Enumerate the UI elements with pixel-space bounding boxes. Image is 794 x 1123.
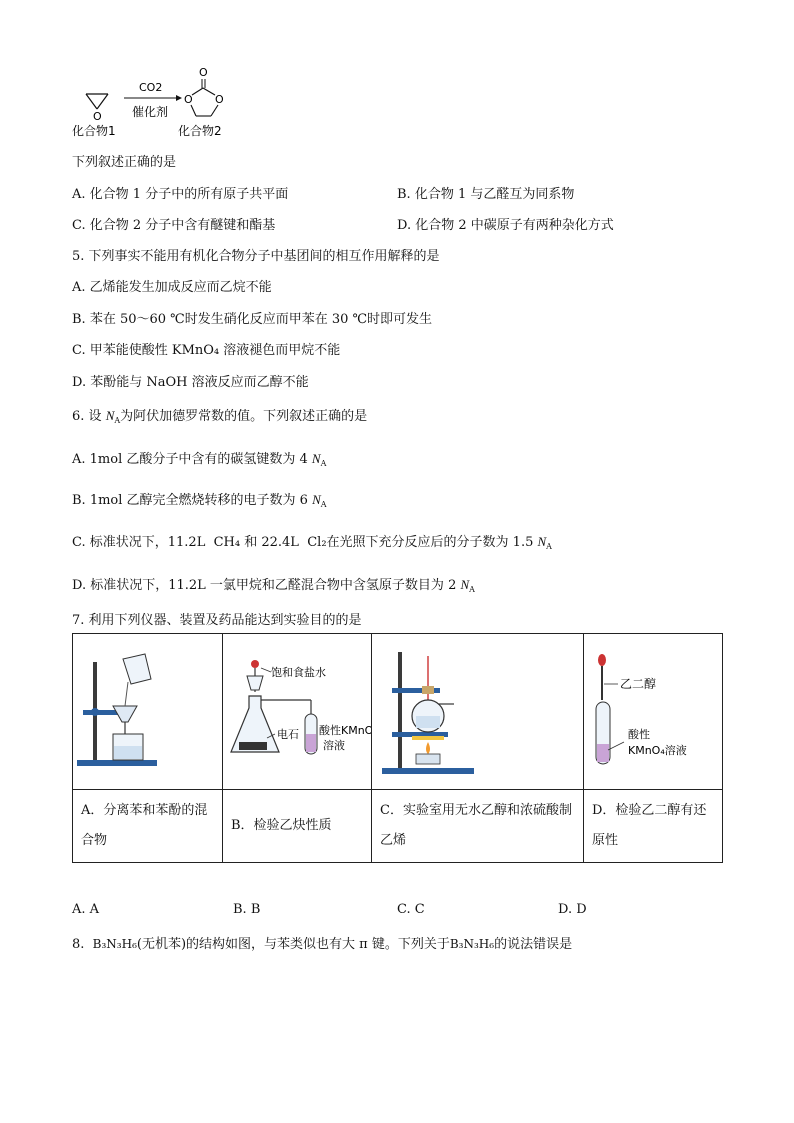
apparatus-c-ethylene bbox=[372, 634, 583, 789]
q4-option-a: A. 化合物 1 分子中的所有原子共平面 bbox=[72, 187, 289, 202]
q5-stem: 5. 下列事实不能用有机化合物分子中基团间的相互作用解释的是 bbox=[72, 249, 440, 264]
apparatus-a-cell bbox=[73, 634, 223, 790]
label-glycol: 乙二醇 bbox=[620, 677, 657, 691]
caption-c: C．实验室用无水乙醇和浓硫酸制乙烯 bbox=[380, 803, 572, 848]
catalyst-label: 催化剂 bbox=[132, 105, 169, 119]
apparatus-b-cell bbox=[223, 634, 372, 790]
caption-d: D．检验乙二醇有还原性 bbox=[592, 803, 707, 848]
q5-option-a: A. 乙烯能发生加成反应而乙烷不能 bbox=[72, 280, 272, 295]
caption-a-cell bbox=[73, 790, 223, 863]
compound2-structure bbox=[184, 66, 224, 116]
q7-option-b: B. B bbox=[233, 902, 261, 917]
compound1-o-atom: O bbox=[93, 110, 102, 123]
q6-option-c: C. 标准状况下，11.2L CH₄ 和 22.4L Cl₂在光照下充分反应后的分子数为 1.5 $N_A$ bbox=[72, 534, 552, 551]
q7-option-d: D. D bbox=[558, 902, 587, 917]
q7-stem: 7. 利用下列仪器、装置及药品能达到实验目的的是 bbox=[72, 613, 362, 628]
reaction-scheme bbox=[72, 64, 252, 140]
q5-option-d: D. 苯酚能与 NaOH 溶液反应而乙醇不能 bbox=[72, 375, 309, 390]
label-calcium-carbide: 电石 bbox=[277, 728, 299, 741]
q4-option-c: C. 化合物 2 分子中含有醚键和酯基 bbox=[72, 218, 276, 233]
svg-text:O: O bbox=[215, 93, 224, 106]
compound1-structure bbox=[86, 94, 108, 123]
apparatus-c-cell bbox=[372, 634, 584, 790]
q4-option-d: D. 化合物 2 中碳原子有两种杂化方式 bbox=[397, 218, 614, 233]
label-acidic: 酸性 bbox=[628, 728, 650, 741]
caption-c-cell bbox=[372, 790, 584, 863]
label-brine: 饱和食盐水 bbox=[271, 666, 326, 679]
compound1-label: 化合物1 bbox=[72, 124, 116, 138]
q5-option-b: B. 苯在 50～60 ℃时发生硝化反应而甲苯在 30 ℃时即可发生 bbox=[72, 312, 433, 327]
reagent-co2: CO2 bbox=[139, 81, 163, 94]
q7-apparatus-table bbox=[72, 633, 723, 863]
q4-option-b: B. 化合物 1 与乙醛互为同系物 bbox=[397, 187, 575, 202]
q7-option-a: A. A bbox=[72, 902, 100, 917]
apparatus-a-filtration bbox=[73, 634, 222, 789]
q5-option-c: C. 甲苯能使酸性 KMnO₄ 溶液褪色而甲烷不能 bbox=[72, 343, 341, 358]
q6-stem: 6. 设 $N_A$为阿伏加德罗常数的值。下列叙述正确的是 bbox=[72, 408, 368, 425]
label-acidic-kmno: 酸性KMnO bbox=[319, 724, 371, 737]
caption-d-cell bbox=[584, 790, 723, 863]
q6-option-a: A. 1mol 乙酸分子中含有的碳氢键数为 4 $N_A$ bbox=[72, 451, 327, 468]
label-solution: 溶液 bbox=[323, 739, 345, 752]
apparatus-d-glycol bbox=[584, 634, 722, 789]
apparatus-b-acetylene bbox=[223, 634, 371, 789]
caption-b-cell bbox=[223, 790, 372, 863]
q6-option-d: D. 标准状况下，11.2L 一氯甲烷和乙醛混合物中含氢原子数目为 2 $N_A$ bbox=[72, 577, 475, 594]
q4-stem: 下列叙述正确的是 bbox=[72, 155, 177, 170]
apparatus-d-cell bbox=[584, 634, 723, 790]
svg-text:O: O bbox=[199, 66, 208, 79]
caption-b: B．检验乙炔性质 bbox=[231, 818, 332, 833]
svg-text:O: O bbox=[184, 93, 193, 106]
compound2-label: 化合物2 bbox=[178, 124, 222, 138]
q6-option-b: B. 1mol 乙醇完全燃烧转移的电子数为 6 $N_A$ bbox=[72, 492, 327, 509]
label-kmno4-solution: KMnO₄溶液 bbox=[628, 744, 687, 757]
caption-a: A．分离苯和苯酚的混合物 bbox=[81, 803, 208, 848]
q8-stem: 8. B₃N₃H₆(无机苯)的结构如图，与苯类似也有大 π 键。下列关于B₃N₃H₆的说法错误是 bbox=[72, 937, 573, 952]
q7-option-c: C. C bbox=[397, 902, 425, 917]
